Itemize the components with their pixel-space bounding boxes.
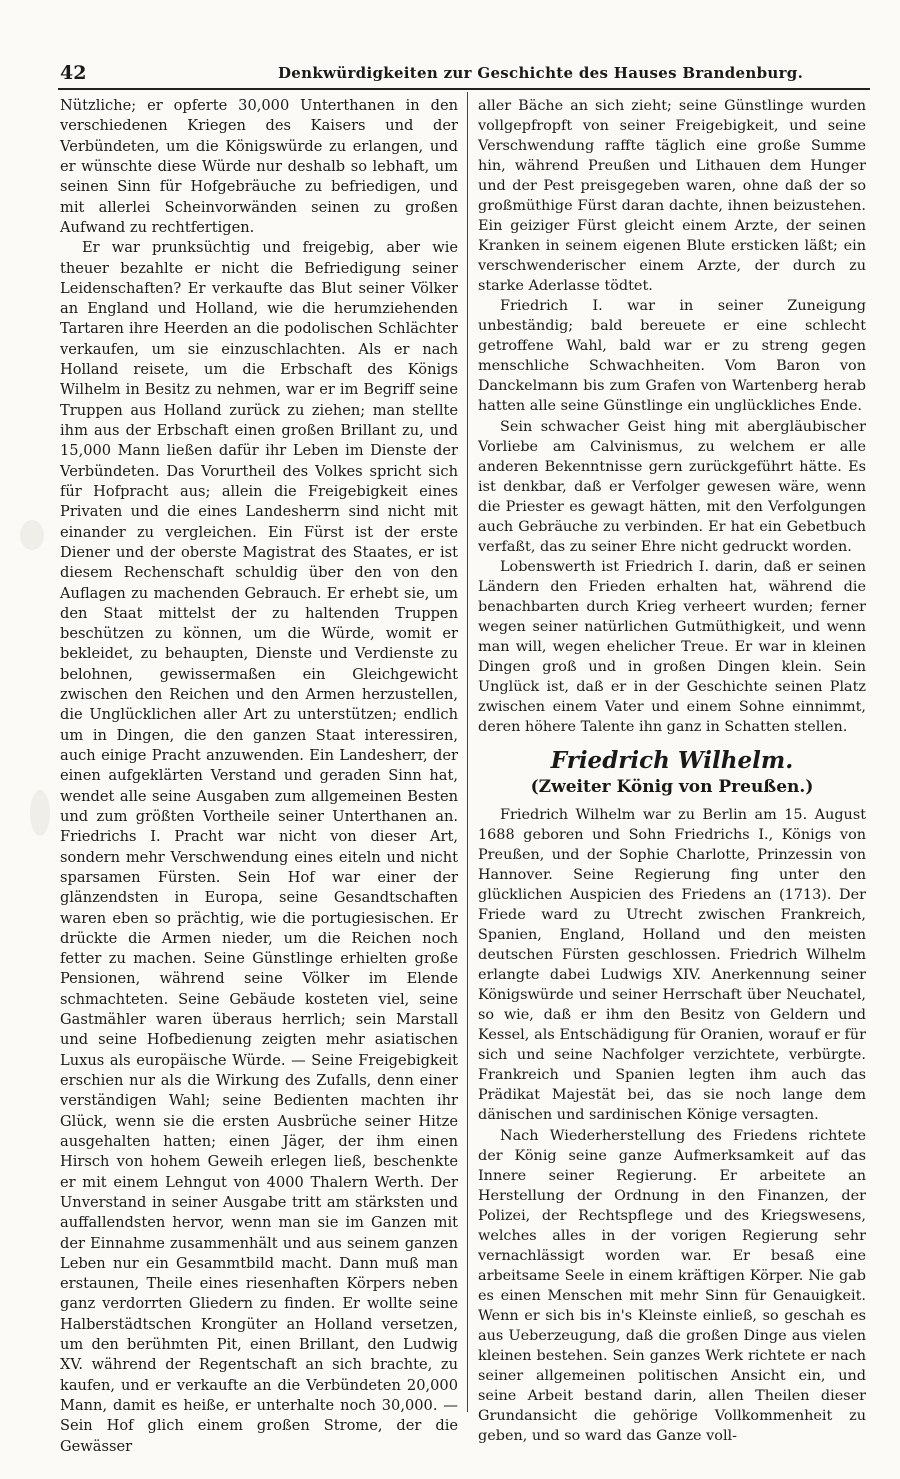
running-title: Denkwürdigkeiten zur Geschichte des Hauses Brandenburg.	[278, 64, 804, 82]
page-number: 42	[60, 62, 87, 84]
paragraph: Friedrich Wilhelm war zu Berlin am 15. August 1688 geboren und Sohn Friedrichs I., Königs von Preußen, und der Sophie Charlotte, Prinzessin von Hannover. Seine Regierung fing unter den glücklichen Auspicien des Friedens an (1713). Der Friede ward zu Utrecht zwischen Frankreich, Spanien, England, Holland und den meisten deutschen Fürsten geschlossen. Friedrich Wilhelm erlangte dabei Ludwigs XIV. Anerkennung seiner Königswürde und seiner Herrschaft über Neuchatel, so wie, daß er ihm den Besitz von Geldern und Kessel, als Entschädigung für Oranien, worauf er für sich und seine Nachfolger verzichtete, verbürgte. Frankreich und Spanien legten ihm auch das Prädikat Majestät bei, das sie noch lange dem dänischen und sardinischen Könige versagten.	[478, 807, 866, 1124]
right-column	[478, 96, 866, 1446]
paragraph: Nach Wiederherstellung des Friedens richtete der König seine ganze Aufmerksamkeit auf das Innere seiner Regierung. Er arbeitete an Herstellung der Ordnung in den Finanzen, der Polizei, der Rechtspflege und des Kriegswesens, welches alles in der vorigen Regierung sehr vernachlässigt worden war. Er besaß eine arbeitsame Seele in einem kräftigen Körper. Nie gab es einen Menschen mit mehr Sinn für Genauigkeit. Wenn er sich bis in's Kleinste einließ, so geschah es aus Ueberzeugung, daß die großen Dinge aus vielen kleinen bestehen. Sein ganzes Werk richtete er nach seiner allgemeinen politischen Ansicht ein, und seine Arbeit bestand darin, allen Theilen dieser Grundansicht die gehörige Vollkommenheit zu geben, und so ward das Ganze voll-	[478, 1127, 866, 1444]
section-heading: Friedrich Wilhelm.	[550, 747, 794, 774]
column-divider	[467, 92, 468, 1412]
paper-stain	[30, 790, 50, 836]
paragraph: Lobenswerth ist Friedrich I. darin, daß er seinen Ländern den Frieden erhalten hat, während die benachbarten durch Krieg verheert wurden; ferner wegen seiner natürlichen Gutmüthigkeit, und wenn man will, wegen ehelicher Treue. Er war in kleinen Dingen groß und in großen Dingen klein. Sein Unglück ist, daß er in der Geschichte seinen Platz zwischen einem Vater und einem Sohne einnimmt, deren höhere Talente ihn ganz in Schatten stellen.	[478, 558, 866, 735]
paragraph: aller Bäche an sich zieht; seine Günstlinge wurden vollgepfropft von seiner Freigebigkeit, und seine Verschwendung raffte täglich eine große Summe hin, während Preußen und Lithauen dem Hunger und der Pest preisgegeben waren, ohne daß der so großmüthige Fürst daran dachte, ihnen beizustehen. Ein geiziger Fürst gleicht einem Arzte, der seinen Kranken in seinem eigenen Blute ersticken läßt; ein verschwenderischer einem Arzte, der durch zu starke Aderlasse tödtet.	[478, 98, 866, 295]
paragraph: Sein schwacher Geist hing mit abergläubischer Vorliebe am Calvinismus, zu welchem er alle anderen Bekenntnisse gern zurückgeführt hätte. Es ist denkbar, daß er Verfolger gewesen wäre, wenn die Priester es gewagt hätten, mit den Verfolgungen auch Gebräuche zu verbinden. Er hat ein Gebetbuch verfaßt, das zu seiner Ehre nicht gedruckt worden.	[478, 418, 866, 555]
paper-stain	[20, 520, 44, 550]
section-subheading: (Zweiter König von Preußen.)	[530, 777, 814, 797]
running-header	[58, 58, 870, 90]
left-column	[60, 96, 458, 1457]
paragraph: Er war prunksüchtig und freigebig, aber wie theuer bezahlte er nicht die Befriedigung seiner Leidenschaften? Er verkaufte das Blut seiner Völker an England und Holland, wie die herumziehenden Tartaren ihre Heerden an die podolischen Schlächter verkaufen, um sie einzuschlachten. Als er nach Holland reisete, um die Erbschaft des Königs Wilhelm in Besitz zu nehmen, war er im Begriff seine Truppen aus Holland zurück zu ziehen; man stellte ihm aus der Erbschaft einen großen Brillant zu, und 15,000 Mann ließen dafür ihr Leben im Dienste der Verbündeten. Das Vorurtheil des Volkes spricht sich für Hofpracht aus; allein die Freigebigkeit eines Privaten und die eines Landesherrn sind nicht mit einander zu vergleichen. Ein Fürst ist der erste Diener und der oberste Magistrat des Staates, er ist diesem Rechenschaft schuldig über den von den Auflagen zu machenden Gebrauch. Er erhebt sie, um den Staat mittelst der zu haltenden Truppen beschützen zu können, um die Würde, womit er bekleidet, zu behaupten, Dienste und Verdienste zu belohnen, gewissermaßen ein Gleichgewicht zwischen den Reichen und den Armen herzustellen, die Unglücklichen aller Art zu unterstützen; endlich um in Dingen, die den ganzen Staat interessiren, auch einige Pracht anzuwenden. Ein Landesherr, der einen aufgeklärten Verstand und geraden Sinn hat, wendet alle seine Ausgaben zum allgemeinen Besten und zum größten Vortheile seiner Unterthanen an. Friedrichs I. Pracht war nicht von dieser Art, sondern mehr Verschwendung eines eiteln und nicht sparsamen Fürsten. Sein Hof war einer der glänzendsten in Europa, seine Gesandtschaften waren eben so prächtig, wie die portugiesischen. Er drückte die Armen nieder, um die Reichen noch fetter zu machen. Seine Günstlinge erhielten große Pensionen, während seine Völker im Elende schmachteten. Seine Gebäude kosteten viel, seine Gastmähler waren überaus herrlich; sein Marstall und seine Hofbedienung zeigten mehr asiatischen Luxus als europäische Würde. — Seine Freigebigkeit erschien nur als die Wirkung des Zufalls, denn einer verständigen Wahl; seine Bedienten machten ihr Glück, wenn sie die ersten Ausbrüche seiner Hitze ausgehalten hatten; einen Jäger, der ihm einen Hirsch von hohem Geweih erlegen ließ, beschenkte er mit einem Lehngut von 4000 Thalern Werth. Der Unverstand in seiner Ausgabe tritt am stärksten und auffallendsten hervor, wenn man sie im Ganzen mit der Einnahme zusammenhält und aus seinem ganzen Leben nur ein Gesammtbild macht. Dann muß man erstaunen, Theile eines riesenhaften Körpers neben ganz verdorrten Gliedern zu finden. Er wollte seine Halberstädtschen Krongüter an Holland versetzen, um den berühmten Pit, einen Brillant, den Ludwig XV. während der Regentschaft an sich brachte, zu kaufen, und er verkaufte an die Verbündeten 20,000 Mann, damit es heiße, er unterhalte noch 30,000. — Sein Hof glich einem großen Strome, der die Gewässer	[60, 239, 458, 1455]
paragraph: Nützliche; er opferte 30,000 Unterthanen in den verschiedenen Kriegen des Kaisers und der Verbündeten, um die Königswürde zu erlangen, und er wünschte diese Würde nur deshalb so lebhaft, um seinen Sinn für Hofgebräuche zu befriedigen, und mit allerlei Scheinvorwänden seinen zu großen Aufwand zu rechtfertigen.	[60, 97, 458, 236]
paragraph: Friedrich I. war in seiner Zuneigung unbeständig; bald bereuete er eine schlecht getroffene Wahl, bald war er zu streng gegen menschliche Schwachheiten. Vom Baron von Danckelmann bis zum Grafen von Wartenberg herab hatten alle seine Günstlinge ein unglückliches Ende.	[478, 298, 866, 415]
